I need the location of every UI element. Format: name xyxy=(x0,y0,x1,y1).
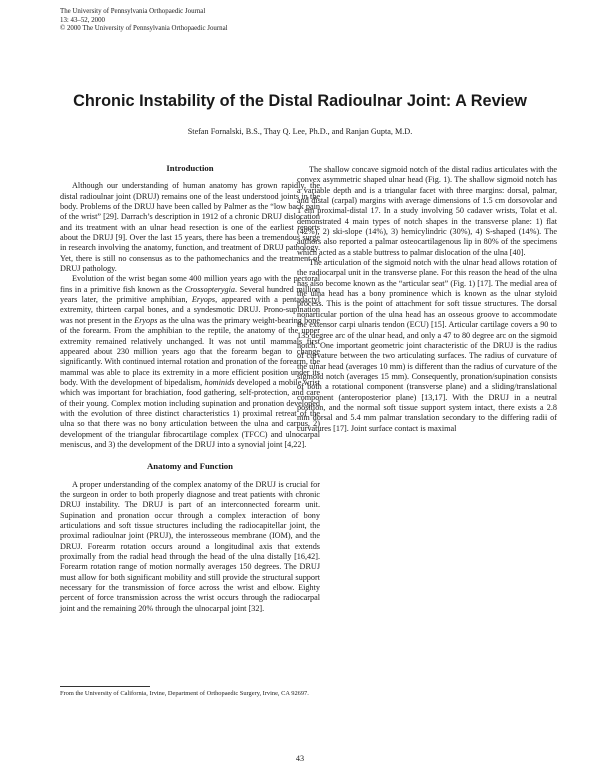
page-number: 43 xyxy=(295,754,305,763)
anatomy-heading: Anatomy and Function xyxy=(147,461,233,472)
journal-header xyxy=(60,8,228,34)
affiliation-footnote: From the University of California, Irvine, Department of Orthopaedic Surgery, Irvine, CA 92697. xyxy=(60,690,309,697)
anatomy-paragraph-1: A proper understanding of the complex anatomy of the DRUJ is crucial for the surgeon in order to both properly diagnose and treat patients with chronic DRUJ instability. The DRUJ is part of an interconnected forearm unit. Supination and pronation occur through a complex interaction of bony articulations and soft tissue structures including the radiocapitellar joint, the proximal radioulnar joint (PRUJ), the interosseous membrane (IOM), and the DRUJ. Forearm rotation occurs around a longitudinal axis that extends proximally from the radial head through the head of the ulna distally [16,42]. Forearm rotation range of motion normally averages 150 degrees. The DRUJ must allow for both significant mobility and still provide the structural support necessary for the transmission of force across the wrist and elbow. Eighty percent of force transmission across the wrist occurs through the radiocarpal joint and the remaining 20% through the ulnocarpal joint [32]. xyxy=(60,479,320,613)
journal-name: The University of Pennsylvania Orthopaedic Journal xyxy=(60,8,206,15)
introduction-heading: Introduction xyxy=(166,163,214,173)
article-title: Chronic Instability of the Distal Radioulnar Joint: A Review xyxy=(73,92,527,110)
anatomy-paragraph-3: The articulation of the sigmoid notch with the ulnar head allows rotation of the radiocarpal unit in the transverse plane. For this reason the head of the ulna has also become known as the “articular seat” (Fig. 1) [17]. The medial area of the ulna head has a bony prominence which is known as the ulnar styloid process. This is the point of attachment for soft tissue structures. The dorsal nonarticular portion of the ulna head has an osseous groove to accommodate the extensor carpi ulnaris tendon (ECU) [15]. Articular cartilage covers a 90 to 135 degree arc of the ulnar head, and only a 47 to 80 degree arc on the sigmoid notch. One important geometric joint characteristic of the DRUJ is the radius of curvature between the two articulating surfaces. The radius of curvature of the ulnar head (averages 10 mm) is different than the radius of curvature of the sigmoid notch (averages 15 mm). Consequently, pronation/supination consists of both a rotational component (transverse plane) and a sliding/translational component (anteroposterior plane) [13,17]. With the DRUJ in a neutral position, and the normal soft tissue support system intact, there exists a 2.8 mm dorsal and 5.4 mm palmar translation secondary to the differing radii of curvatures [17]. Joint surface contact is maximal xyxy=(297,258,557,433)
right-column xyxy=(297,165,557,434)
journal-volume: 13: 43–52, 2000 xyxy=(60,16,105,24)
left-column xyxy=(60,163,320,614)
anatomy-paragraph-2: The shallow concave sigmoid notch of the distal radius articulates with the convex asymmetric shaped ulnar head (Fig. 1). The shallow sigmoid notch has a variable depth and is a triangular facet with three margins: dorsal, palmar, and distal (carpal) margins with average dimensions of 1.5 cm dorsovolar and 1 cm proximal-distal 17. In a study involving 50 cadaver wrists, Tolat et al. demonstrated 4 main types of notch shapes in the transverse plane: 1) flat (42%), 2) ski-slope (14%), 3) hemicylindric (30%), 4) S-shaped (14%). The authors also reported a palmar osteocartilagenous lip in 80% of the specimens which acted as a stable buttress to palmar dislocation of the ulna [40]. xyxy=(297,165,557,257)
journal-copyright: © 2000 The University of Pennsylvania Orthopaedic Journal xyxy=(60,25,228,33)
article-authors: Stefan Fornalski, B.S., Thay Q. Lee, Ph.D., and Ranjan Gupta, M.D. xyxy=(187,127,413,136)
footnote-divider xyxy=(60,686,150,687)
introduction-paragraph-2: Evolution of the wrist began some 400 million years ago with the pectoral fins in a primitive fish known as the Crossopterygia. Several hundred million years later, the primitive amphibian, Eryops, appeared with a pentadactyl extremity, thirteen carpal bones, and a syndesmotic DRUJ. Prono-supination was not present in the Eryops as the ulna was the primary weight-bearing bone of the forearm. From the amphibian to the reptile, the anatomy of the upper extremity remained relatively unchanged. It was not until mammals first appeared about 230 million years ago that the forearm began to change significantly. With continued internal rotation and pronation of the forearm, the mammal was able to place its extremity in a more efficient position under its body. With the development of bipedalism, hominids developed a mobile wrist which was important for brachiation, food gathering, self-protection, and care of their young. Complex motion including supination and pronation developed with the evolution of three distinct characteristics 1) proximal retreat of the ulna so that there was no bony articulation between the ulna and carpus, 2) development of the triangular fibrocartilage complex (TFCC) and ulnocarpal meniscus, and 3) the development of the DRUJ into a synovial joint [4,22]. xyxy=(60,274,320,449)
introduction-paragraph-1: Although our understanding of human anatomy has grown rapidly, the distal radioulnar joint (DRUJ) remains one of the least understood joints in the body. Problems of the DRUJ have been called by Palmer as the “low back pain of the wrist” [29]. Darrach’s description in 1912 of a chronic DRUJ dislocation and its treatment with an ulnar head resection is one of the earliest reports about the DRUJ [9]. Over the last 15 years, there has been a tremendous surge in research involving the anatomy, function, and treatment of DRUJ pathology. Yet, there is still no consensus as to the pathomechanics and the treatment of DRUJ pathology. xyxy=(60,181,320,274)
